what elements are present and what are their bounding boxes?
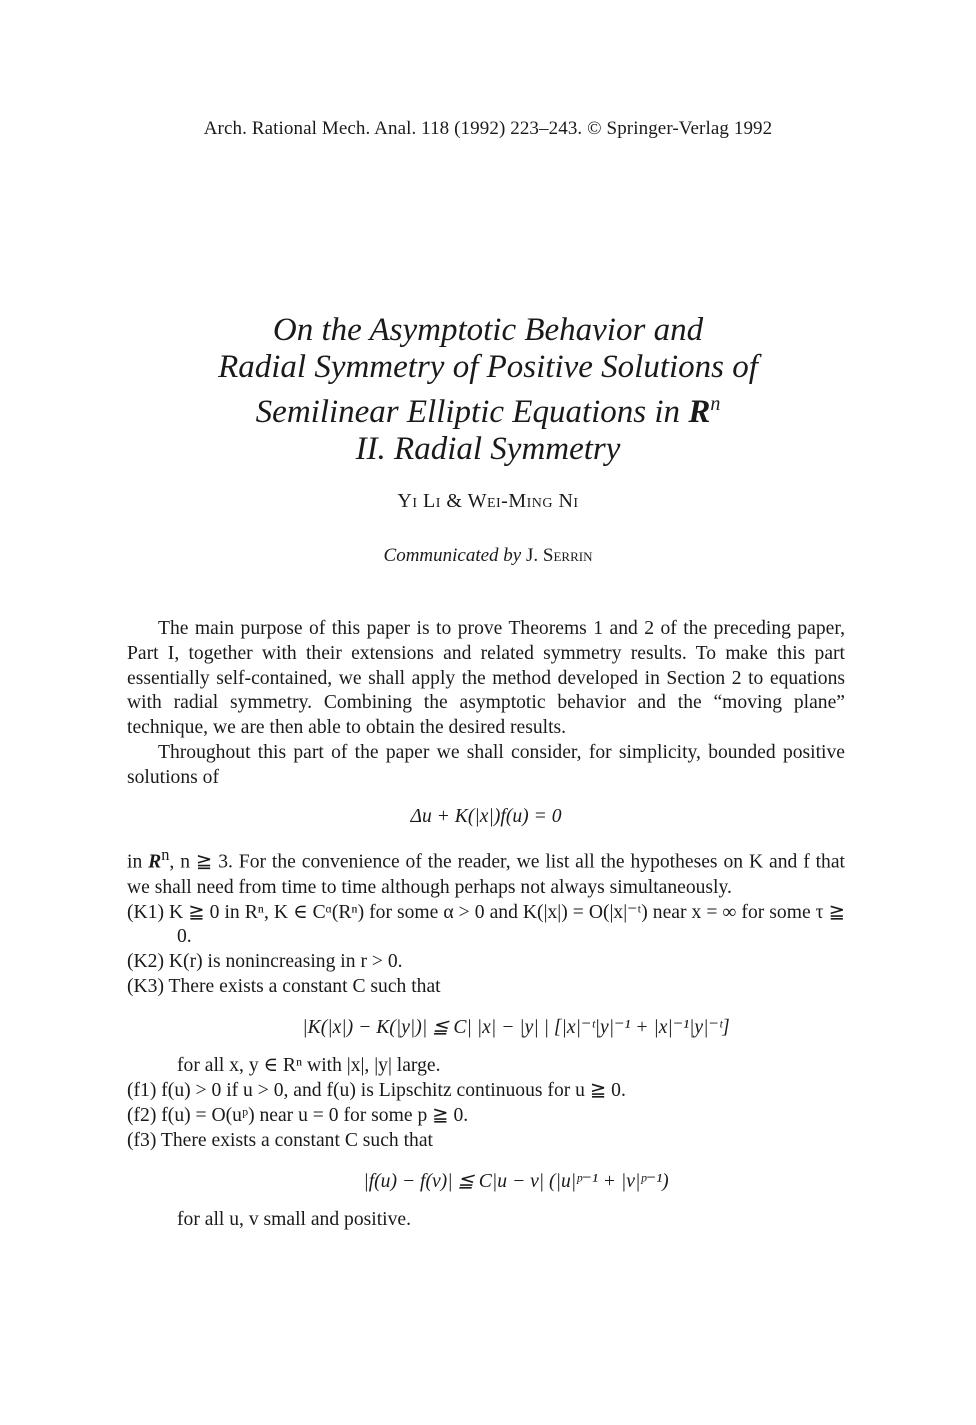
title-line-3: Semilinear Elliptic Equations in $R^n$ xyxy=(255,393,721,430)
communicated-by: Communicated by J. Serrin xyxy=(383,545,593,566)
equation-f3: |f(u) − f(v)| ≦ C|u − v| (|u|ᵖ⁻¹ + |v|ᵖ⁻¹) xyxy=(363,1170,669,1192)
hypothesis-k2: (K2) K(r) is nonincreasing in r > 0. xyxy=(127,951,403,973)
equation-k3: |K(|x|) − K(|y|)| ≦ C| |x| − |y| | [|x|⁻ᵗ|y|⁻¹ + |x|⁻¹|y|⁻ᵗ] xyxy=(302,1016,730,1038)
hypothesis-f2: (f2) f(u) = O(uᵖ) near u = 0 for some p ≧ 0. xyxy=(127,1105,469,1127)
authors: Yi Li & Wei-Ming Ni xyxy=(397,490,579,512)
title-line-2: Radial Symmetry of Positive Solutions of xyxy=(218,349,758,385)
paper-title xyxy=(0,312,976,468)
paragraph-1: The main purpose of this paper is to prove Theorems 1 and 2 of the preceding paper, Part I, together with their extensions and related symmetry results. To make this part essentially self-contained, we shall apply the method developed in Section 2 to equations with radial symmetry. Combining the asymptotic behavior and the “moving plane” technique, we are then able to obtain the desired results. xyxy=(127,618,845,739)
equation-1: Δu + K(|x|)f(u) = 0 xyxy=(410,805,562,827)
journal-header: Arch. Rational Mech. Anal. 118 (1992) 223–243. © Springer-Verlag 1992 xyxy=(203,118,773,139)
title-line-1: On the Asymptotic Behavior and xyxy=(272,312,704,348)
hypothesis-k1: (K1) K ≧ 0 in Rⁿ, K ∈ Cᵅ(Rⁿ) for some α > 0 and K(|x|) = O(|x|⁻ᵗ) near x = ∞ for some τ ≧ 0. xyxy=(127,901,845,948)
paragraph-3: in $R^n$, n ≧ 3. For the convenience of the reader, we list all the hypotheses on K and f that we shall need from time to time although perhaps not always simultaneously. xyxy=(127,845,845,898)
title-line-4: II. Radial Symmetry xyxy=(355,431,621,467)
hypothesis-f3: (f3) There exists a constant C such that xyxy=(127,1129,433,1151)
hypothesis-k3: (K3) There exists a constant C such that xyxy=(127,975,441,997)
hypothesis-k3-condition: for all x, y ∈ Rⁿ with |x|, |y| large. xyxy=(177,1055,441,1077)
hypothesis-f3-condition: for all u, v small and positive. xyxy=(177,1209,411,1231)
body-text xyxy=(127,617,845,1233)
paragraph-2: Throughout this part of the paper we shall consider, for simplicity, bounded positive solutions of xyxy=(127,741,845,788)
hypothesis-f1: (f1) f(u) > 0 if u > 0, and f(u) is Lipschitz continuous for u ≧ 0. xyxy=(127,1080,626,1102)
